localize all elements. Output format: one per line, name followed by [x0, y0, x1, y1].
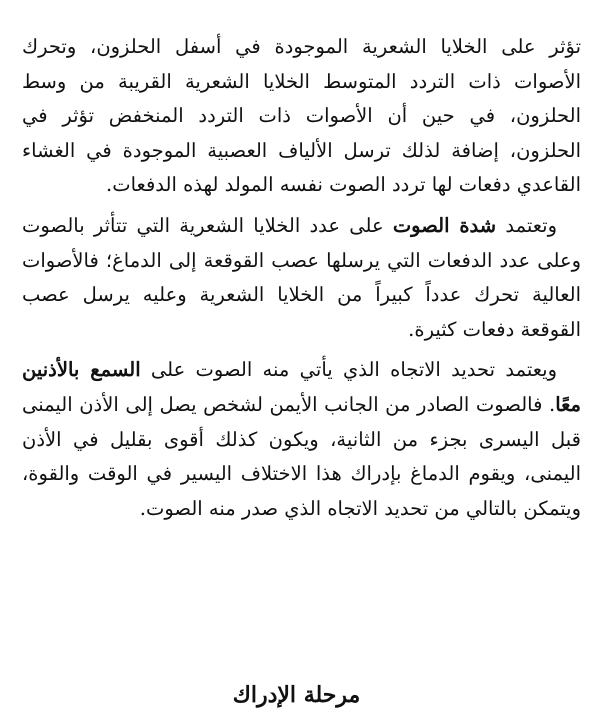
- next-section-heading: مرحلة الإدراك: [232, 682, 361, 708]
- paragraph-2: [22, 209, 581, 347]
- body-text: [22, 30, 581, 526]
- term-binaural-hearing: السمع بالأذنين معًا: [22, 358, 581, 416]
- paragraph-3-text-rest: . فالصوت الصادر من الجانب الأيمن لشخص يصل إلى الأذن اليمنى قبل اليسرى بجزء من الثانية، ويكون كذلك أقوى بقليل في الأذن اليمنى، ويقوم الدماغ بإدراك هذا الاختلاف اليسير في الوقت والقوة، ويتمكن بالتالي من تحديد الاتجاه الذي صدر منه الصوت.: [22, 392, 581, 520]
- paragraph-3: [22, 353, 581, 526]
- paragraph-3-text-start: ويعتمد تحديد الاتجاه الذي يأتي منه الصوت على: [140, 358, 557, 382]
- paragraph-1-text: تؤثر على الخلايا الشعرية الموجودة في أسفل الحلزون، وتحرك الأصوات ذات التردد المتوسط الخلايا الشعرية القريبة من وسط الحلزون، في حين أن الأصوات ذات التردد المنخفض تؤثر في الحلزون، إضافة لذلك ترسل الألياف العصبية الموجودة في الغشاء القاعدي دفعات لها تردد الصوت نفسه المولد لهذه الدفعات.: [22, 35, 581, 197]
- paragraph-1: [22, 30, 581, 203]
- term-sound-intensity: شدة الصوت: [392, 213, 497, 237]
- paragraph-2-text-rest: على عدد الخلايا الشعرية التي تتأثر بالصوت وعلى عدد الدفعات التي يرسلها عصب القوقعة إلى الدماغ؛ فالأصوات العالية تحرك عدداً كبيراً من الخلايا الشعرية وعليه يرسل عصب القوقعة دفعات كثيرة.: [22, 213, 581, 341]
- paragraph-2-text-start: وتعتمد: [496, 213, 557, 237]
